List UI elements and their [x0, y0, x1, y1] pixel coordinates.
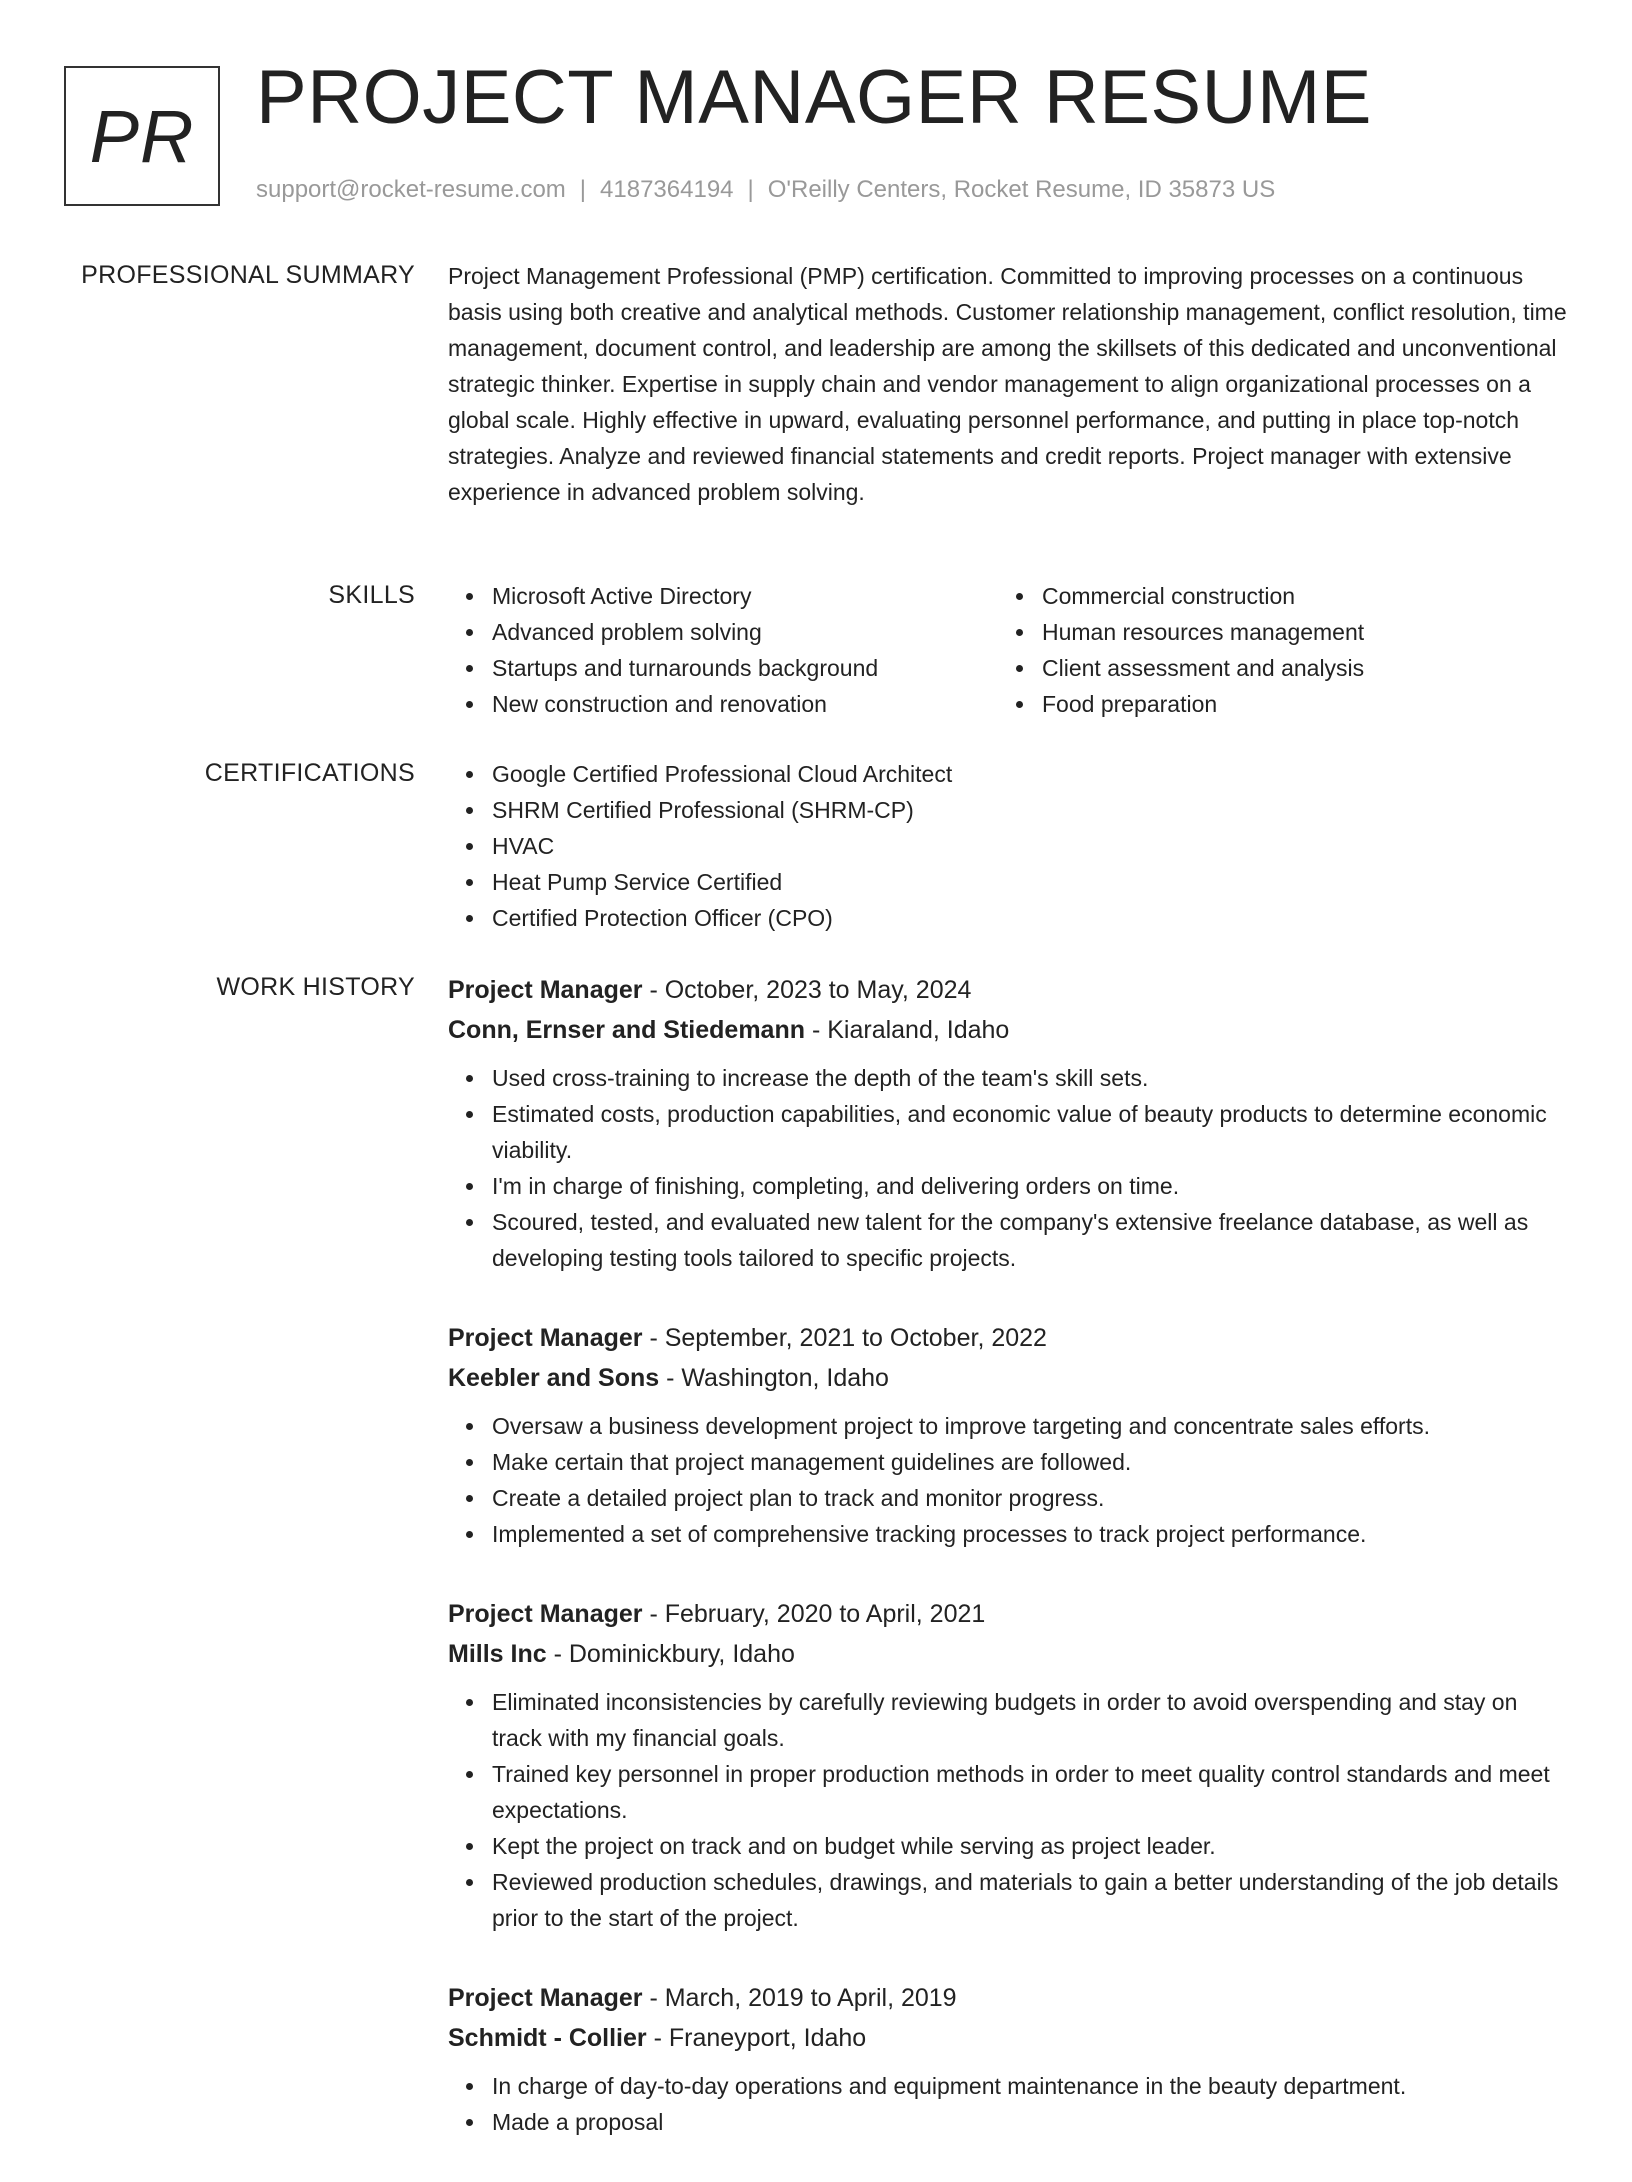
job-bullet: I'm in charge of finishing, completing, and delivering orders on time. — [492, 1168, 1568, 1204]
skills-list-right — [998, 578, 1548, 722]
contact-line — [256, 176, 1275, 204]
job-company: Schmidt - Collier — [448, 2024, 647, 2052]
job-dates: - February, 2020 to April, 2021 — [642, 1600, 986, 1628]
job-bullet: Kept the project on track and on budget while serving as project leader. — [492, 1828, 1568, 1864]
job-entry — [448, 1594, 1568, 1936]
job-location: - Kiaraland, Idaho — [805, 1016, 1010, 1044]
job-bullet: In charge of day-to-day operations and equipment maintenance in the beauty department. — [492, 2068, 1568, 2104]
contact-phone[interactable]: 4187364194 — [600, 176, 734, 203]
skill-item: New construction and renovation — [492, 686, 998, 722]
job-company-line — [448, 1358, 1568, 1398]
skills-column-right — [998, 578, 1548, 722]
job-entry — [448, 1318, 1568, 1552]
certification-item: Google Certified Professional Cloud Architect — [492, 756, 1568, 792]
job-bullet: Scoured, tested, and evaluated new talent for the company's extensive freelance database, as well as developing testing tools tailored to specific projects. — [492, 1204, 1568, 1276]
skills-grid — [448, 578, 1568, 722]
job-location: - Dominickbury, Idaho — [546, 1640, 795, 1668]
skill-item: Advanced problem solving — [492, 614, 998, 650]
job-bullets — [448, 1684, 1568, 1936]
skills-heading: SKILLS — [328, 581, 415, 609]
job-company: Mills Inc — [448, 1640, 547, 1668]
job-title-line — [448, 970, 1568, 1010]
summary-heading: PROFESSIONAL SUMMARY — [81, 261, 415, 289]
job-bullet: Estimated costs, production capabilities, and economic value of beauty products to determine economic viability. — [492, 1096, 1568, 1168]
job-company-line — [448, 1010, 1568, 1050]
resume-title: PROJECT MANAGER RESUME — [256, 55, 1372, 140]
job-bullet: Made a proposal — [492, 2104, 1568, 2140]
job-title: Project Manager — [448, 1984, 643, 2012]
job-bullet: Make certain that project management guidelines are followed. — [492, 1444, 1568, 1480]
job-title-line — [448, 1978, 1568, 2018]
job-location: - Franeyport, Idaho — [646, 2024, 867, 2052]
contact-email[interactable]: support@rocket-resume.com — [256, 176, 566, 203]
summary-text: Project Management Professional (PMP) certification. Committed to improving processes on a continuous basis using both creative and analytical methods. Customer relationship management, conflict resolution, time management, document control, and leadership are among the skillsets of this dedicated and unconventional strategic thinker. Expertise in supply chain and vendor management to align organizational processes on a global scale. Highly effective in upward, evaluating personnel performance, and putting in place top-notch strategies. Analyze and reviewed financial statements and credit reports. Project manager with extensive experience in advanced problem solving. — [448, 263, 1567, 505]
job-title-line — [448, 1318, 1568, 1358]
job-bullet: Reviewed production schedules, drawings, and materials to gain a better understanding of the job details prior to the start of the project. — [492, 1864, 1568, 1936]
job-dates: - March, 2019 to April, 2019 — [642, 1984, 957, 2012]
certification-item: HVAC — [492, 828, 1568, 864]
job-title: Project Manager — [448, 1600, 643, 1628]
job-title: Project Manager — [448, 976, 643, 1004]
monogram-box — [64, 66, 220, 206]
skill-item: Client assessment and analysis — [1042, 650, 1548, 686]
skills-list-left — [448, 578, 998, 722]
skill-item: Microsoft Active Directory — [492, 578, 998, 614]
job-bullet: Oversaw a business development project to improve targeting and concentrate sales efforts. — [492, 1408, 1568, 1444]
work-history-heading: WORK HISTORY — [216, 973, 415, 1001]
skill-item: Commercial construction — [1042, 578, 1548, 614]
skill-item: Startups and turnarounds background — [492, 650, 998, 686]
job-entry — [448, 1978, 1568, 2140]
monogram-initials: PR — [89, 94, 195, 178]
job-bullet: Eliminated inconsistencies by carefully reviewing budgets in order to avoid overspending and stay on track with my financial goals. — [492, 1684, 1568, 1756]
job-bullet: Create a detailed project plan to track and monitor progress. — [492, 1480, 1568, 1516]
work-history-body — [448, 970, 1568, 2182]
summary-body — [448, 258, 1568, 510]
job-dates: - October, 2023 to May, 2024 — [642, 976, 972, 1004]
skill-item: Food preparation — [1042, 686, 1548, 722]
job-bullet: Implemented a set of comprehensive tracking processes to track project performance. — [492, 1516, 1568, 1552]
skills-column-left — [448, 578, 998, 722]
job-company-line — [448, 1634, 1568, 1674]
job-bullet: Used cross-training to increase the depth of the team's skill sets. — [492, 1060, 1568, 1096]
job-company-line — [448, 2018, 1568, 2058]
job-dates: - September, 2021 to October, 2022 — [642, 1324, 1047, 1352]
certification-item: Certified Protection Officer (CPO) — [492, 900, 1568, 936]
job-bullets — [448, 2068, 1568, 2140]
contact-separator: | — [579, 176, 587, 203]
job-location: - Washington, Idaho — [659, 1364, 889, 1392]
certifications-body — [448, 756, 1568, 936]
skill-item: Human resources management — [1042, 614, 1548, 650]
job-bullet: Trained key personnel in proper production methods in order to meet quality control standards and meet expectations. — [492, 1756, 1568, 1828]
contact-separator: | — [747, 176, 754, 203]
certification-item: Heat Pump Service Certified — [492, 864, 1568, 900]
skills-body — [448, 578, 1568, 722]
contact-address: O'Reilly Centers, Rocket Resume, ID 35873 US — [767, 176, 1276, 203]
job-bullets — [448, 1060, 1568, 1276]
job-bullets — [448, 1408, 1568, 1552]
job-title-line — [448, 1594, 1568, 1634]
job-company: Keebler and Sons — [448, 1364, 660, 1392]
job-title: Project Manager — [448, 1324, 643, 1352]
certification-item: SHRM Certified Professional (SHRM-CP) — [492, 792, 1568, 828]
certifications-heading: CERTIFICATIONS — [204, 759, 415, 787]
job-entry — [448, 970, 1568, 1276]
job-company: Conn, Ernser and Stiedemann — [448, 1016, 806, 1044]
certifications-list — [448, 756, 1568, 936]
